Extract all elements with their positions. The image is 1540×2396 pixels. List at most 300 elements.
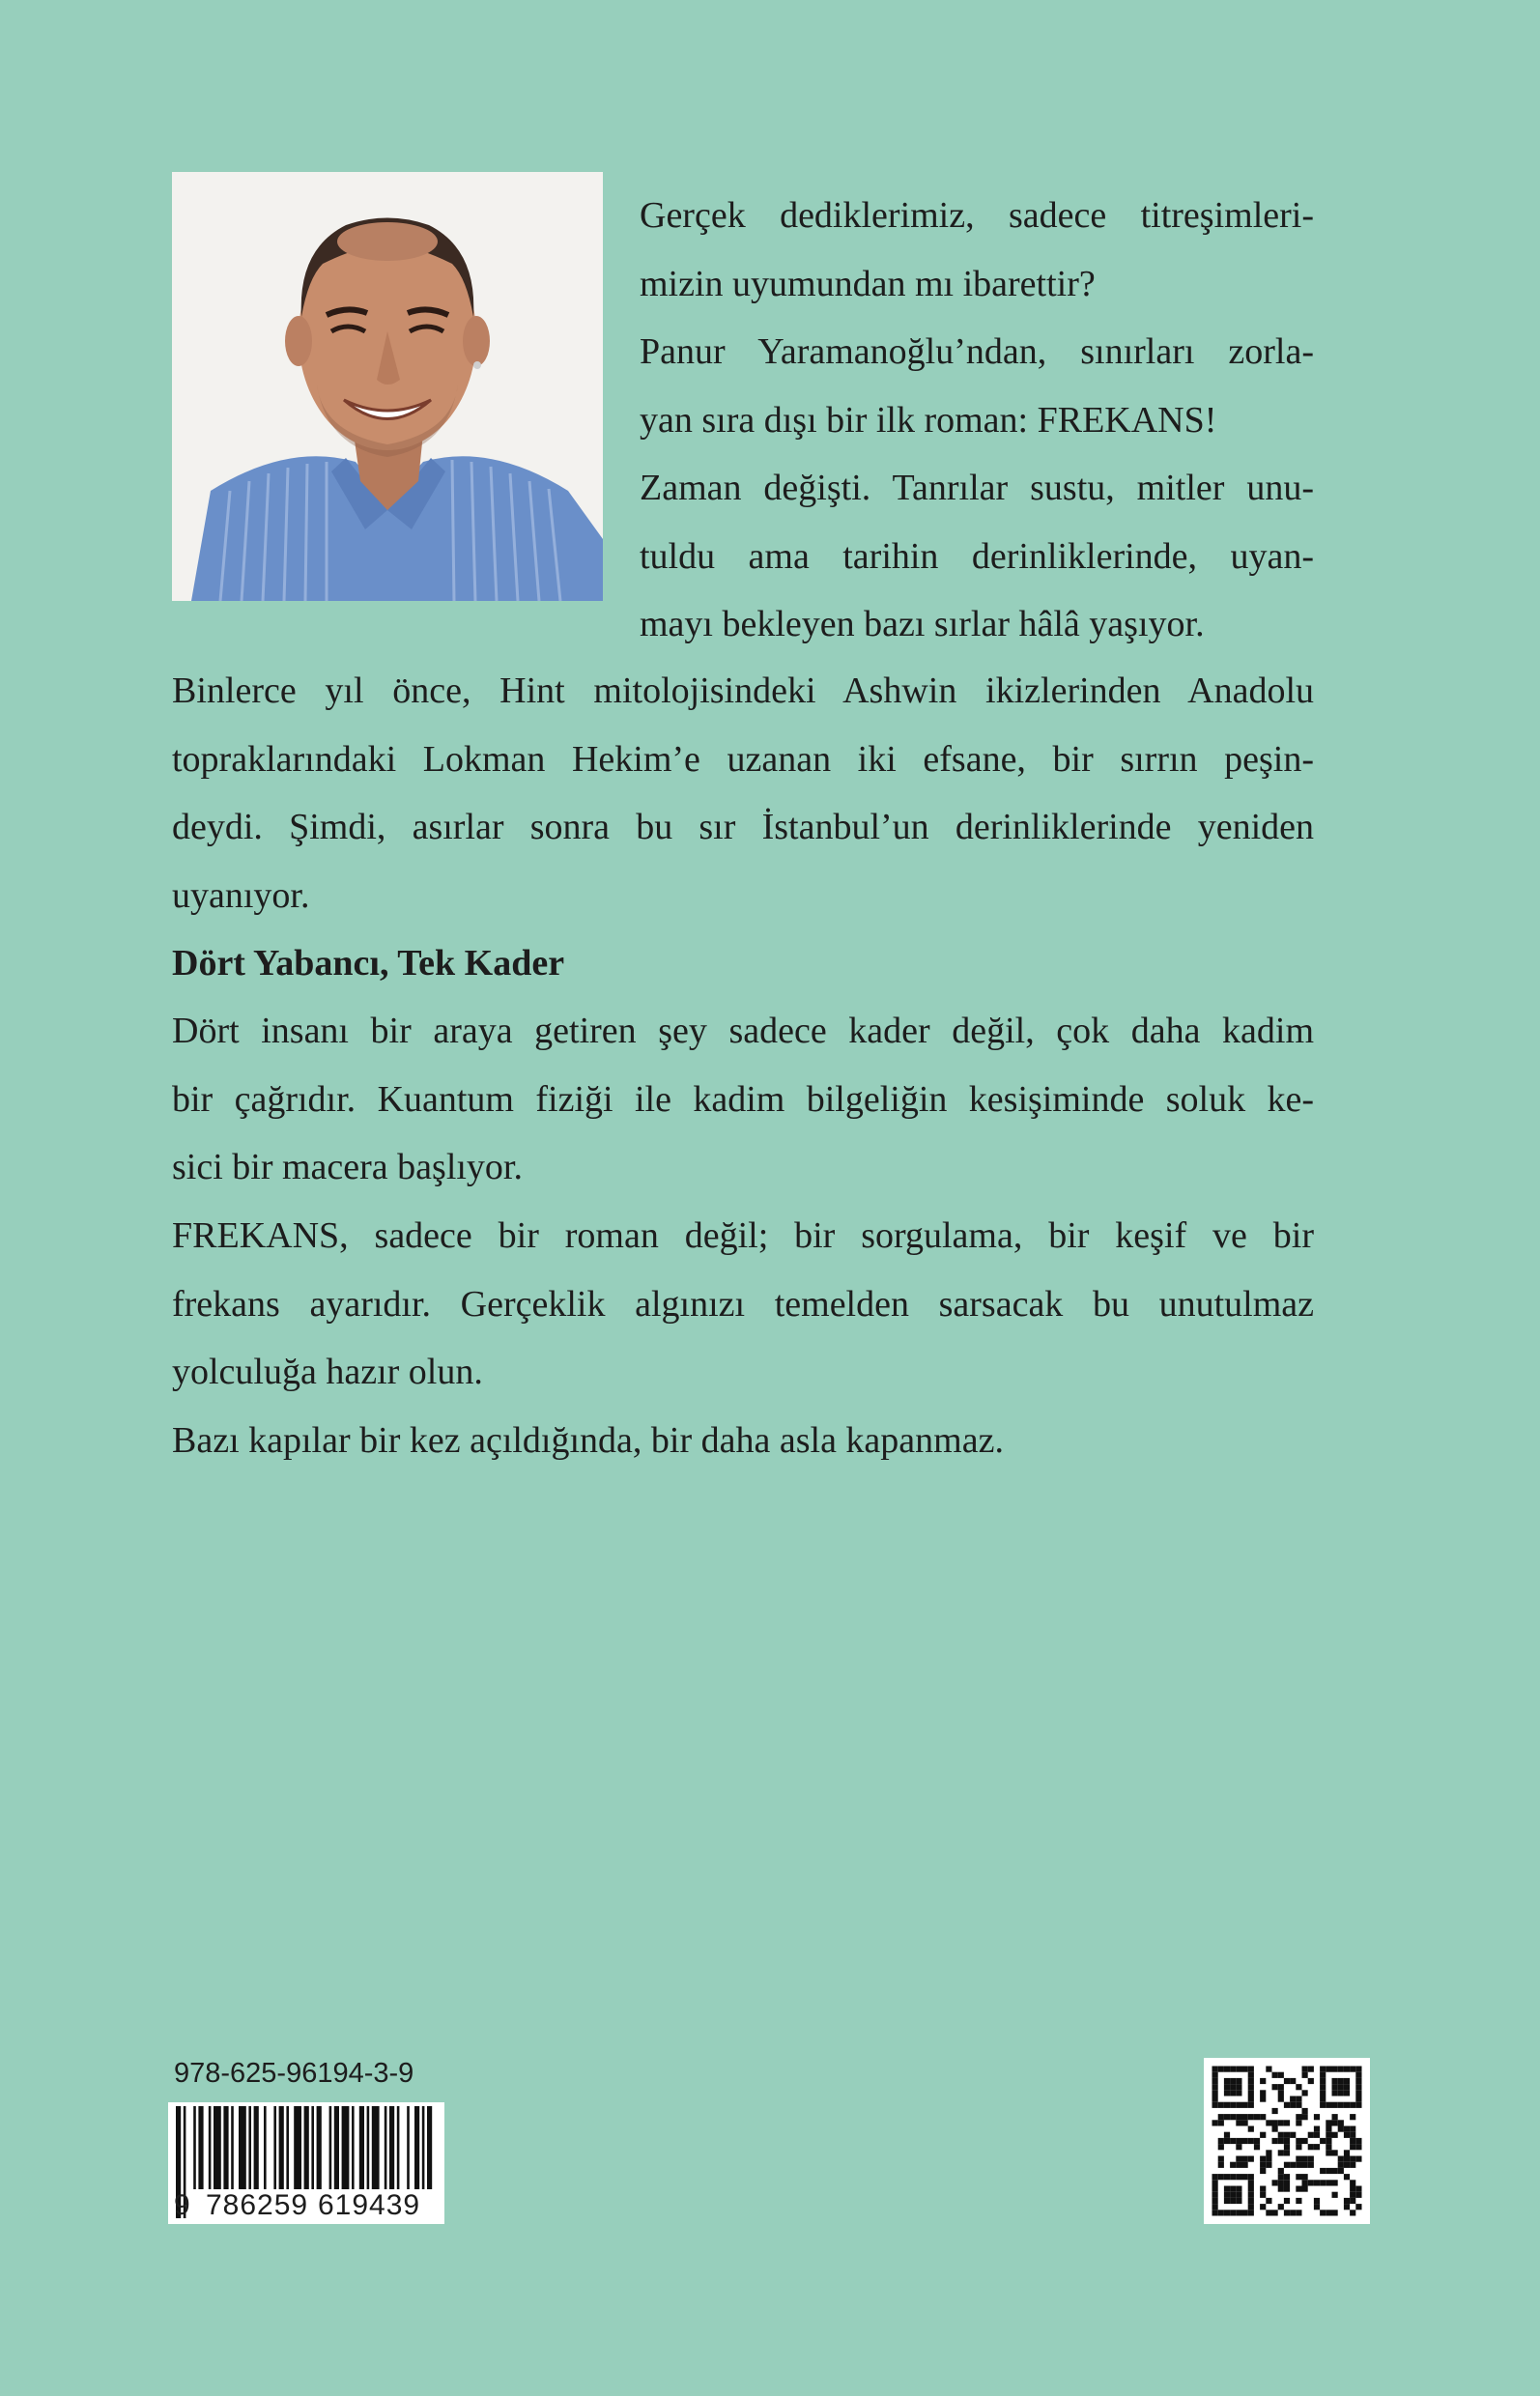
qr-module [1302, 2174, 1308, 2180]
qr-module [1278, 2168, 1284, 2174]
qr-module [1320, 2210, 1326, 2215]
qr-module [1332, 2150, 1338, 2155]
qr-module [1236, 2186, 1241, 2192]
qr-module [1218, 2114, 1224, 2120]
qr-module [1236, 2090, 1241, 2096]
qr-module [1230, 2210, 1236, 2215]
qr-module [1314, 2126, 1320, 2132]
qr-module [1350, 2114, 1355, 2120]
qr-module [1284, 2186, 1290, 2192]
body-line: deydi. Şimdi, asırlar sonra bu sır İstanbul’un derinliklerinde yeniden [172, 807, 1314, 847]
author-photo [172, 172, 603, 601]
qr-module [1326, 2126, 1331, 2132]
section-heading-text: Dört Yabancı, Tek Kader [172, 943, 565, 984]
qr-module [1350, 2162, 1355, 2168]
qr-module [1332, 2192, 1338, 2198]
qr-module [1242, 2120, 1248, 2125]
section-heading [172, 929, 1314, 998]
qr-module [1296, 2102, 1301, 2108]
barcode-digit-group: 786259 [203, 2189, 311, 2222]
qr-module [1218, 2120, 1224, 2125]
qr-module [1332, 2090, 1338, 2096]
qr-module [1284, 2174, 1290, 2180]
barcode-bar [397, 2106, 400, 2189]
barcode-bar [294, 2106, 301, 2189]
closing-line: Bazı kapılar bir kez açıldığında, bir daha asla kapanmaz. [172, 1420, 1004, 1461]
barcode-bar [389, 2106, 394, 2189]
qr-module [1314, 2198, 1320, 2204]
qr-module [1236, 2102, 1241, 2108]
qr-module [1224, 2210, 1230, 2215]
qr-module [1212, 2198, 1218, 2204]
qr-module [1296, 2174, 1301, 2180]
qr-module [1212, 2174, 1218, 2180]
qr-module [1350, 2210, 1355, 2215]
barcode-bar [342, 2106, 350, 2189]
qr-module [1284, 2180, 1290, 2185]
qr-module [1308, 2156, 1314, 2162]
qr-module [1302, 2180, 1308, 2185]
qr-module [1242, 2210, 1248, 2215]
qr-module [1308, 2067, 1314, 2072]
qr-module [1260, 2204, 1266, 2210]
qr-module [1242, 2174, 1248, 2180]
qr-module [1266, 2210, 1271, 2215]
qr-module [1212, 2072, 1218, 2078]
qr-module [1296, 2084, 1301, 2090]
qr-module [1332, 2078, 1338, 2084]
qr-module [1248, 2072, 1254, 2078]
qr-module [1355, 2078, 1361, 2084]
qr-module [1236, 2162, 1241, 2168]
qr-module [1266, 2156, 1271, 2162]
qr-module [1290, 2210, 1296, 2215]
qr-module [1296, 2120, 1301, 2125]
qr-module [1344, 2162, 1350, 2168]
qr-module [1248, 2210, 1254, 2215]
qr-module [1314, 2180, 1320, 2185]
qr-module [1242, 2162, 1248, 2168]
qr-module [1326, 2180, 1331, 2185]
qr-module [1260, 2096, 1266, 2102]
qr-module [1242, 2102, 1248, 2108]
qr-module [1344, 2198, 1350, 2204]
qr-module [1254, 2138, 1260, 2144]
barcode-bar [254, 2106, 259, 2189]
qr-module [1296, 2156, 1301, 2162]
qr-module [1212, 2192, 1218, 2198]
qr-module [1248, 2084, 1254, 2090]
intro-line: tuldu ama tarihin derinliklerinde, uyan- [640, 535, 1314, 577]
qr-module [1355, 2084, 1361, 2090]
qr-module [1320, 2138, 1326, 2144]
qr-module [1350, 2180, 1355, 2185]
qr-module [1338, 2156, 1344, 2162]
qr-module [1314, 2204, 1320, 2210]
qr-module [1248, 2192, 1254, 2198]
barcode-bar [273, 2106, 276, 2189]
qr-module [1350, 2144, 1355, 2150]
qr-module [1236, 2138, 1241, 2144]
barcode-bar [214, 2106, 221, 2189]
qr-module [1302, 2114, 1308, 2120]
qr-module [1254, 2114, 1260, 2120]
qr-module [1248, 2114, 1254, 2120]
qr-module [1248, 2186, 1254, 2192]
body-line: topraklarındaki Lokman Hekim’e uzanan iki efsane, bir sırrın peşin- [172, 738, 1314, 780]
qr-module [1350, 2067, 1355, 2072]
qr-module [1344, 2078, 1350, 2084]
qr-module [1320, 2180, 1326, 2185]
qr-module [1302, 2186, 1308, 2192]
qr-module [1218, 2156, 1224, 2162]
qr-module [1224, 2198, 1230, 2204]
qr-module [1284, 2210, 1290, 2215]
qr-module [1326, 2138, 1331, 2144]
qr-module [1230, 2090, 1236, 2096]
barcode-bar [317, 2106, 322, 2189]
qr-module [1272, 2180, 1278, 2185]
qr-module [1332, 2102, 1338, 2108]
intro-line: Gerçek dediklerimiz, sadece titreşimleri- [640, 195, 1314, 236]
qr-module [1212, 2204, 1218, 2210]
qr-module [1344, 2067, 1350, 2072]
qr-module [1224, 2084, 1230, 2090]
qr-module [1326, 2168, 1331, 2174]
qr-module [1338, 2162, 1344, 2168]
qr-module [1332, 2180, 1338, 2185]
qr-module [1260, 2186, 1266, 2192]
qr-module [1248, 2096, 1254, 2102]
qr-module [1272, 2120, 1278, 2125]
qr-module [1260, 2162, 1266, 2168]
qr-module [1350, 2132, 1355, 2138]
qr-module [1230, 2192, 1236, 2198]
intro-line: Zaman değişti. Tanrılar sustu, mitler unu- [640, 468, 1314, 508]
qr-module [1338, 2102, 1344, 2108]
qr-module [1302, 2067, 1308, 2072]
intro-line: mayı bekleyen bazı sırlar hâlâ yaşıyor. [640, 604, 1205, 644]
qr-module [1355, 2072, 1361, 2078]
qr-module [1344, 2132, 1350, 2138]
qr-module [1266, 2162, 1271, 2168]
barcode-bar [239, 2106, 246, 2189]
body-line: FREKANS, sadece bir roman değil; bir sorgulama, bir keşif ve bir [172, 1215, 1314, 1256]
closing-paragraph [172, 1407, 1314, 1475]
body-line: Dört insanı bir araya getiren şey sadece kader değil, çok daha kadim [172, 1011, 1314, 1051]
paragraph-fate [172, 997, 1314, 1202]
qr-module [1332, 2132, 1338, 2138]
qr-module [1236, 2114, 1241, 2120]
qr-module [1326, 2210, 1331, 2215]
body-line: frekans ayarıdır. Gerçeklik algınızı temelden sarsacak bu unutulmaz [172, 1283, 1314, 1325]
qr-module [1212, 2180, 1218, 2185]
qr-module [1355, 2067, 1361, 2072]
qr-module [1260, 2132, 1266, 2138]
qr-module [1230, 2114, 1236, 2120]
intro-line: Panur Yaramanoğlu’ndan, sınırları zorla- [640, 331, 1314, 372]
qr-module [1284, 2138, 1290, 2144]
qr-module [1290, 2132, 1296, 2138]
qr-module [1218, 2162, 1224, 2168]
qr-module [1260, 2114, 1266, 2120]
qr-module [1350, 2156, 1355, 2162]
qr-module [1224, 2138, 1230, 2144]
qr-module [1224, 2192, 1230, 2198]
qr-module [1218, 2102, 1224, 2108]
qr-module [1290, 2162, 1296, 2168]
qr-module [1355, 2204, 1361, 2210]
qr-module [1272, 2138, 1278, 2144]
qr-module [1338, 2120, 1344, 2125]
qr-module [1272, 2108, 1278, 2114]
qr-module [1260, 2156, 1266, 2162]
body-line: yolculuğa hazır olun. [172, 1352, 483, 1392]
barcode-digit-group: 619439 [315, 2189, 423, 2222]
qr-module [1338, 2078, 1344, 2084]
qr-module [1242, 2114, 1248, 2120]
qr-module [1284, 2120, 1290, 2125]
qr-module [1302, 2138, 1308, 2144]
qr-module [1242, 2138, 1248, 2144]
qr-module [1248, 2126, 1254, 2132]
barcode-bar [286, 2106, 289, 2189]
qr-module [1350, 2102, 1355, 2108]
barcode-bar [414, 2106, 419, 2189]
qr-module [1242, 2067, 1248, 2072]
barcode-bar [264, 2106, 267, 2189]
qr-module [1278, 2084, 1284, 2090]
qr-module [1224, 2174, 1230, 2180]
isbn-number: 978-625-96194-3-9 [174, 2058, 414, 2089]
qr-module [1248, 2156, 1254, 2162]
qr-module [1212, 2210, 1218, 2215]
qr-module [1278, 2180, 1284, 2185]
body-line: sici bir macera başlıyor. [172, 1147, 523, 1187]
qr-module [1266, 2150, 1271, 2155]
barcode-bar [352, 2106, 355, 2189]
qr-module [1278, 2186, 1284, 2192]
qr-module [1230, 2084, 1236, 2090]
qr-module [1236, 2174, 1241, 2180]
qr-module [1296, 2162, 1301, 2168]
qr-module [1278, 2090, 1284, 2096]
qr-module [1212, 2096, 1218, 2102]
qr-module [1344, 2090, 1350, 2096]
qr-module [1242, 2156, 1248, 2162]
qr-module [1350, 2192, 1355, 2198]
qr-module [1314, 2114, 1320, 2120]
qr-module [1212, 2186, 1218, 2192]
qr-module [1278, 2096, 1284, 2102]
body-line: Binlerce yıl önce, Hint mitolojisindeki Ashwin ikizlerinden Anadolu [172, 670, 1314, 711]
qr-module [1350, 2186, 1355, 2192]
qr-module [1326, 2132, 1331, 2138]
qr-module [1224, 2067, 1230, 2072]
qr-module [1296, 2186, 1301, 2192]
qr-module [1338, 2126, 1344, 2132]
paragraph-history [172, 657, 1314, 929]
qr-module [1296, 2144, 1301, 2150]
qr-module [1308, 2078, 1314, 2084]
qr-module [1212, 2102, 1218, 2108]
qr-module [1260, 2192, 1266, 2198]
qr-module [1212, 2120, 1218, 2125]
qr-module [1302, 2108, 1308, 2114]
qr-module [1320, 2084, 1326, 2090]
intro-paragraph [640, 182, 1314, 659]
qr-module [1320, 2078, 1326, 2084]
qr-module [1314, 2144, 1320, 2150]
qr-module [1344, 2204, 1350, 2210]
qr-module [1236, 2120, 1241, 2125]
qr-module [1224, 2186, 1230, 2192]
barcode-bar [367, 2106, 370, 2189]
qr-module [1254, 2144, 1260, 2150]
qr-module [1326, 2150, 1331, 2155]
barcode-bar [372, 2106, 380, 2189]
qr-module [1308, 2132, 1314, 2138]
qr-module [1355, 2156, 1361, 2162]
barcode-bar [334, 2106, 339, 2189]
qr-module [1248, 2174, 1254, 2180]
qr-module [1332, 2210, 1338, 2215]
qr-module [1320, 2067, 1326, 2072]
barcode-bar [407, 2106, 410, 2189]
qr-module [1314, 2132, 1320, 2138]
qr-module [1284, 2150, 1290, 2155]
qr-module [1320, 2096, 1326, 2102]
qr-module [1278, 2132, 1284, 2138]
qr-module [1326, 2120, 1331, 2125]
qr-module [1332, 2067, 1338, 2072]
qr-module [1248, 2078, 1254, 2084]
qr-module [1332, 2120, 1338, 2125]
qr-module [1308, 2180, 1314, 2185]
qr-module [1230, 2067, 1236, 2072]
qr-module [1272, 2210, 1278, 2215]
qr-module [1332, 2084, 1338, 2090]
barcode-bar [193, 2106, 196, 2189]
qr-module [1344, 2174, 1350, 2180]
qr-module [1236, 2078, 1241, 2084]
qr-module [1218, 2067, 1224, 2072]
qr-module [1266, 2198, 1271, 2204]
qr-module [1272, 2126, 1278, 2132]
qr-code-icon [1204, 2058, 1370, 2224]
qr-module [1218, 2174, 1224, 2180]
qr-module [1248, 2090, 1254, 2096]
qr-module [1355, 2096, 1361, 2102]
qr-module [1308, 2162, 1314, 2168]
qr-module [1248, 2198, 1254, 2204]
intro-line: mizin uyumundan mı ibarettir? [640, 263, 1096, 304]
qr-module [1302, 2156, 1308, 2162]
qr-module [1296, 2096, 1301, 2102]
barcode-bar [209, 2106, 212, 2189]
qr-module [1308, 2144, 1314, 2150]
qr-module [1296, 2114, 1301, 2120]
barcode-bar [198, 2106, 203, 2189]
qr-module [1236, 2192, 1241, 2198]
qr-module [1230, 2078, 1236, 2084]
qr-module [1224, 2132, 1230, 2138]
qr-module [1355, 2102, 1361, 2108]
qr-module [1236, 2198, 1241, 2204]
qr-module [1278, 2150, 1284, 2155]
paragraph-frekans [172, 1202, 1314, 1407]
qr-module [1290, 2102, 1296, 2108]
qr-module [1218, 2144, 1224, 2150]
qr-module [1230, 2138, 1236, 2144]
qr-module [1344, 2150, 1350, 2155]
intro-line: yan sıra dışı bir ilk roman: FREKANS! [640, 399, 1217, 441]
qr-module [1296, 2138, 1301, 2144]
qr-module [1320, 2168, 1326, 2174]
barcode-bar [311, 2106, 314, 2189]
qr-module [1344, 2084, 1350, 2090]
qr-module [1344, 2126, 1350, 2132]
qr-module [1230, 2174, 1236, 2180]
qr-module [1224, 2102, 1230, 2108]
qr-module [1224, 2090, 1230, 2096]
qr-module [1326, 2144, 1331, 2150]
qr-module [1302, 2162, 1308, 2168]
qr-module [1248, 2102, 1254, 2108]
qr-module [1320, 2072, 1326, 2078]
barcode-digit-first: 9 [174, 2189, 190, 2221]
qr-module [1290, 2096, 1296, 2102]
qr-module [1236, 2210, 1241, 2215]
qr-module [1290, 2078, 1296, 2084]
qr-module [1278, 2120, 1284, 2125]
qr-module [1326, 2067, 1331, 2072]
qr-module [1284, 2102, 1290, 2108]
qr-module [1248, 2067, 1254, 2072]
qr-module [1224, 2114, 1230, 2120]
barcode-bar [304, 2106, 309, 2189]
qr-module [1302, 2072, 1308, 2078]
qr-module [1212, 2084, 1218, 2090]
qr-module [1218, 2210, 1224, 2215]
barcode-bar [248, 2106, 251, 2189]
qr-module [1344, 2102, 1350, 2108]
qr-module [1248, 2204, 1254, 2210]
qr-module [1260, 2090, 1266, 2096]
qr-module [1332, 2168, 1338, 2174]
qr-module [1230, 2162, 1236, 2168]
qr-module [1266, 2120, 1271, 2125]
qr-module [1278, 2204, 1284, 2210]
qr-module [1296, 2210, 1301, 2215]
barcode-bar [422, 2106, 425, 2189]
qr-module [1284, 2162, 1290, 2168]
intro-text [640, 182, 1314, 659]
barcode-bar [427, 2106, 432, 2189]
barcode-digits [170, 2185, 442, 2224]
qr-module [1338, 2168, 1344, 2174]
qr-module [1284, 2132, 1290, 2138]
qr-module [1350, 2138, 1355, 2144]
qr-module [1296, 2198, 1301, 2204]
barcode-bar [231, 2106, 234, 2189]
qr-module [1272, 2084, 1278, 2090]
barcode-bar [329, 2106, 332, 2189]
qr-module [1350, 2126, 1355, 2132]
qr-module [1212, 2078, 1218, 2084]
qr-module [1302, 2090, 1308, 2096]
qr-module [1236, 2084, 1241, 2090]
